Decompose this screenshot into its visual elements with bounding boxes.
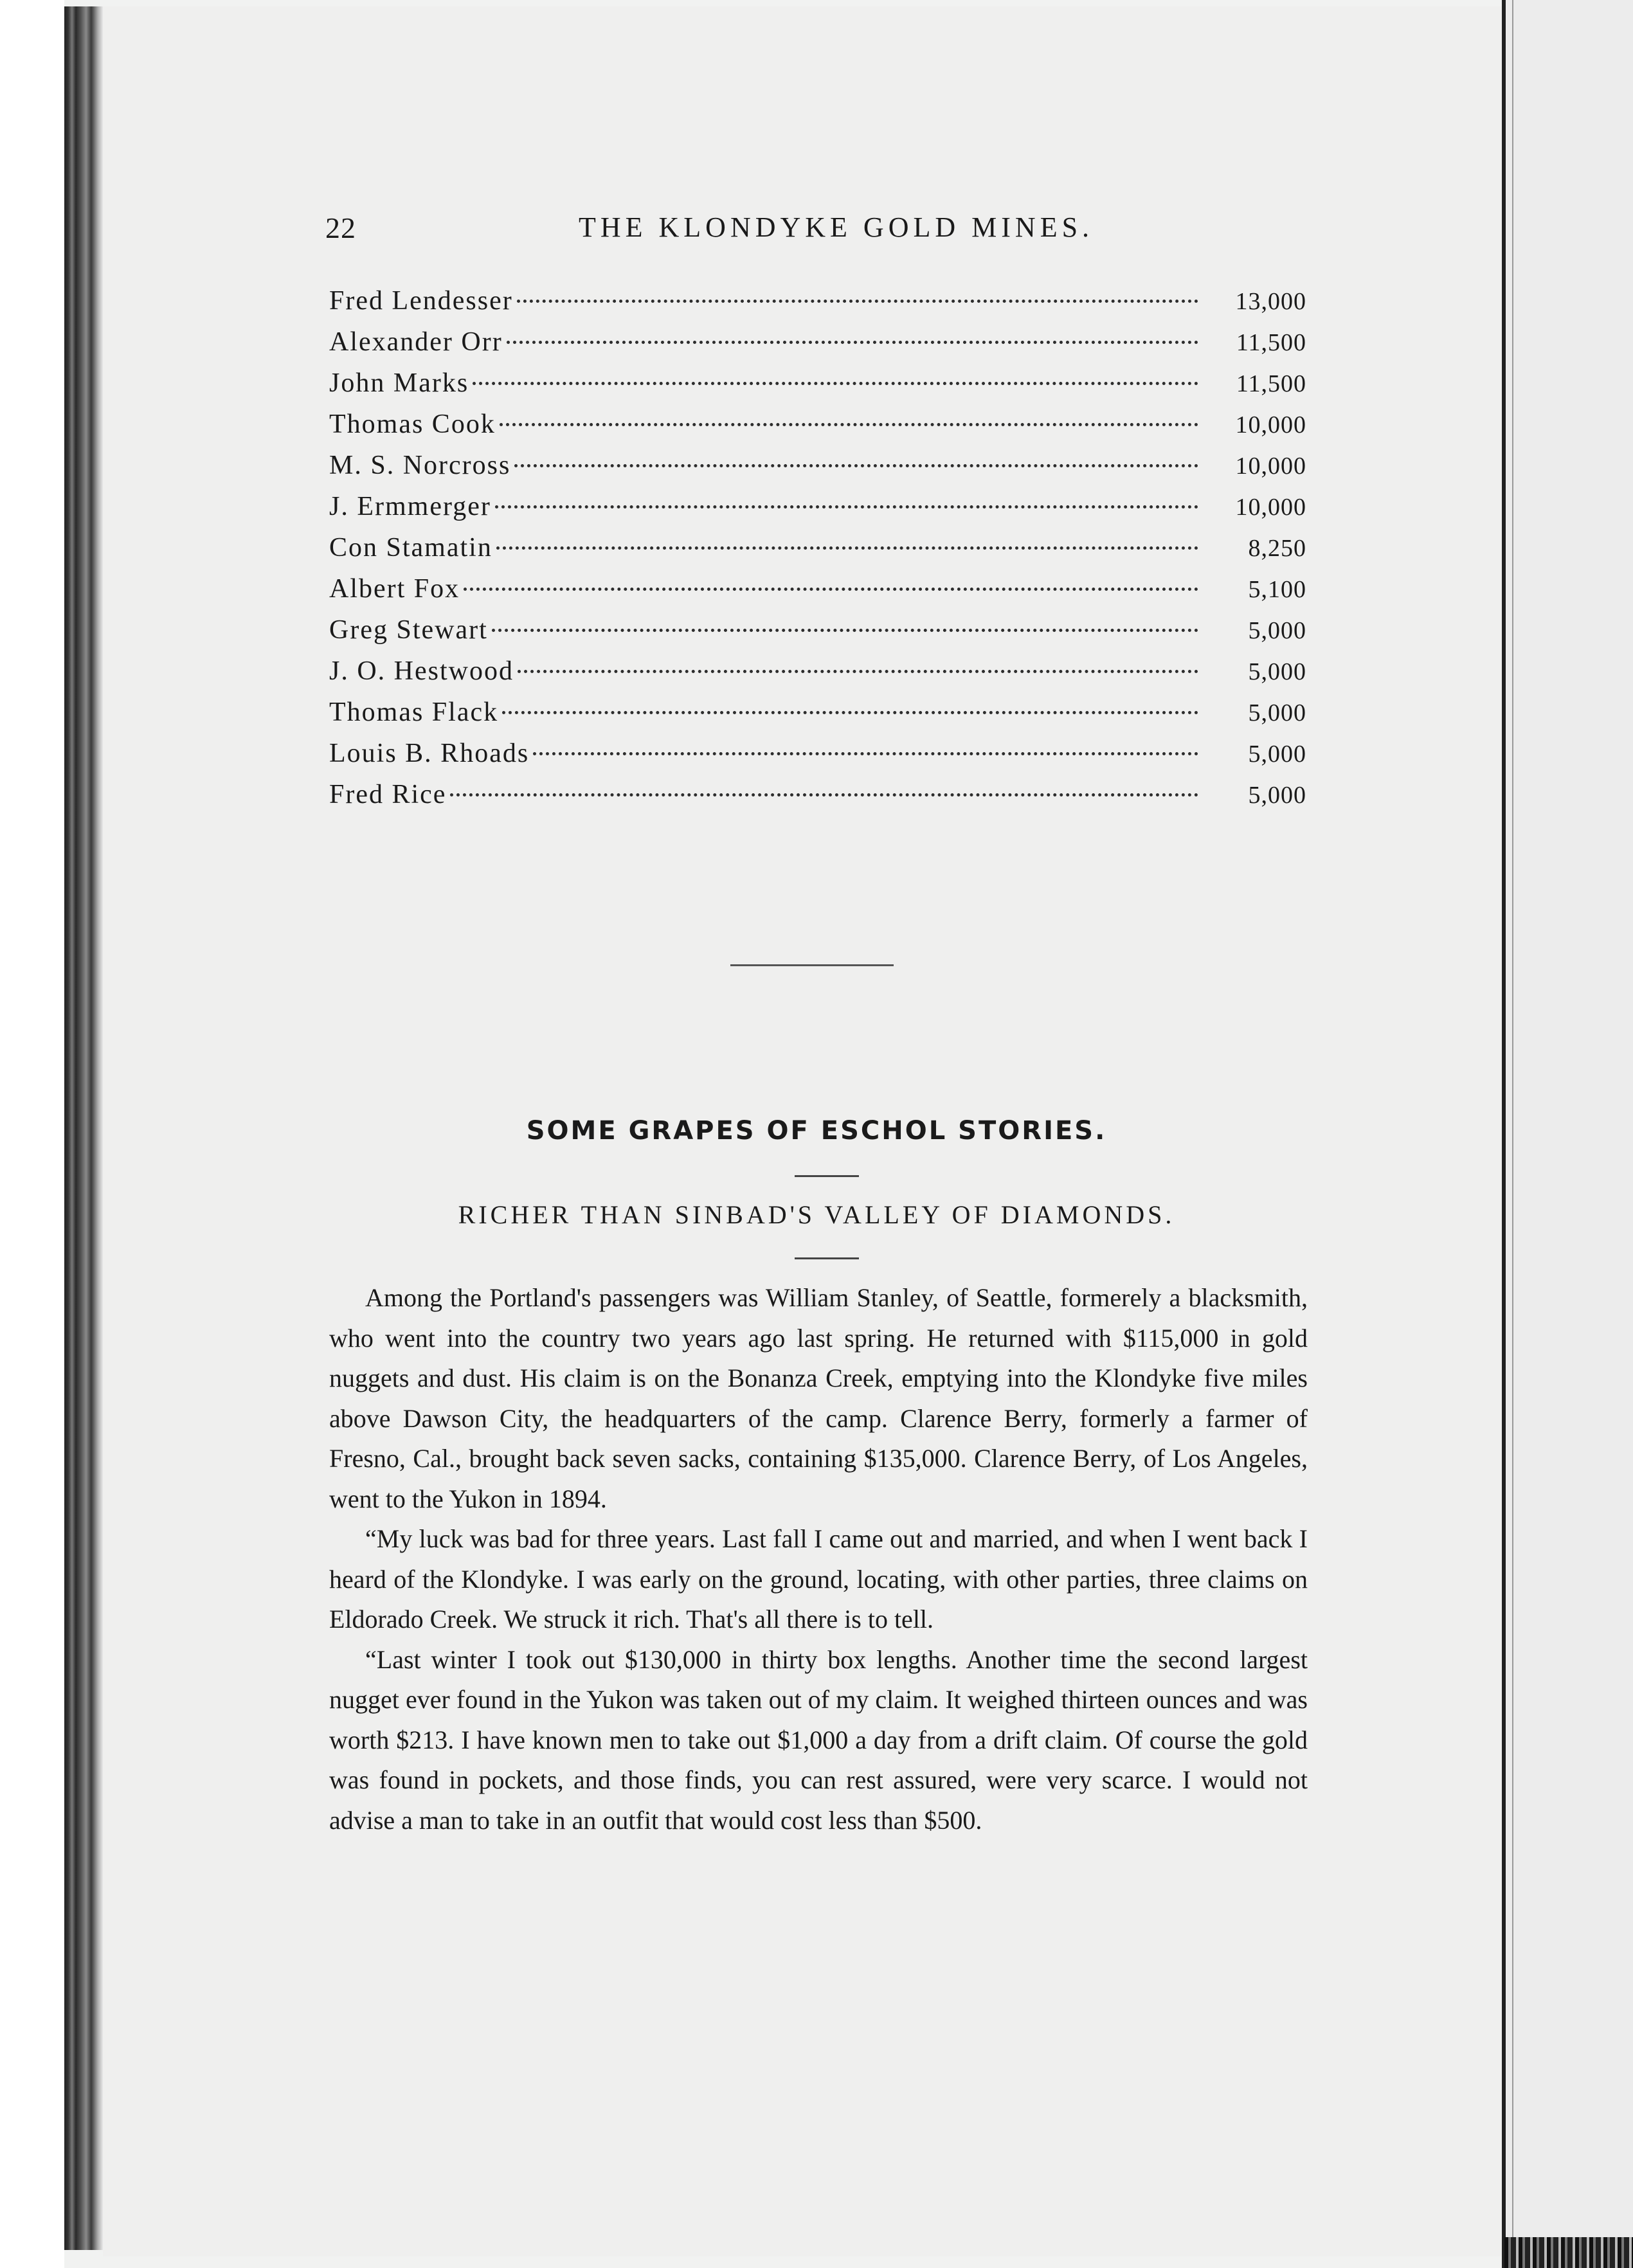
leader-dots xyxy=(473,374,1198,385)
list-name: Louis B. Rhoads xyxy=(329,739,530,768)
page-number: 22 xyxy=(325,212,356,244)
list-item xyxy=(329,404,1306,445)
list-amount: 5,000 xyxy=(1248,782,1306,809)
list-amount: 5,000 xyxy=(1248,617,1306,644)
leader-dots xyxy=(502,703,1198,714)
leader-dots xyxy=(514,456,1198,467)
list-name: Alexander Orr xyxy=(329,327,503,357)
contributors-list xyxy=(329,280,1306,815)
list-amount: 10,000 xyxy=(1235,494,1306,521)
leader-dots xyxy=(517,292,1198,303)
list-name: J. Ermmerger xyxy=(329,492,491,521)
leader-dots xyxy=(450,786,1198,797)
list-name: Thomas Cook xyxy=(329,410,496,439)
list-name: Albert Fox xyxy=(329,574,460,604)
list-amount: 5,000 xyxy=(1248,658,1306,685)
list-amount: 10,000 xyxy=(1235,453,1306,480)
scan-artifact xyxy=(1504,2237,1633,2268)
leader-dots xyxy=(496,539,1198,550)
list-name: Greg Stewart xyxy=(329,615,488,645)
section-subheading: RICHER THAN SINBAD'S VALLEY OF DIAMONDS. xyxy=(458,1200,1175,1229)
list-amount: 13,000 xyxy=(1235,288,1306,315)
list-amount: 10,000 xyxy=(1235,411,1306,438)
paragraph: “My luck was bad for three years. Last fall I came out and married, and when I went back I heard of the Klondyke. I was early on the ground, locating, with other parties, three claims on Eldorado Creek. We struck it rich. That's all there is to tell. xyxy=(329,1524,1308,1634)
list-name: Thomas Flack xyxy=(329,698,499,727)
list-amount: 11,500 xyxy=(1236,370,1306,397)
list-item xyxy=(329,733,1306,774)
list-name: Fred Rice xyxy=(329,780,447,809)
heading-rule xyxy=(795,1175,859,1177)
list-name: Fred Lendesser xyxy=(329,286,513,316)
list-amount: 8,250 xyxy=(1248,535,1306,562)
list-amount: 5,100 xyxy=(1248,576,1306,603)
list-amount: 5,000 xyxy=(1248,741,1306,768)
leader-dots xyxy=(507,333,1198,344)
list-item xyxy=(329,321,1306,363)
list-item xyxy=(329,486,1306,527)
list-amount: 11,500 xyxy=(1236,329,1306,356)
section-divider xyxy=(730,964,894,966)
leader-dots xyxy=(492,621,1198,632)
list-item xyxy=(329,363,1306,404)
running-head xyxy=(0,211,1633,262)
list-name: J. O. Hestwood xyxy=(329,656,514,686)
leader-dots xyxy=(533,744,1198,755)
leader-dots xyxy=(464,580,1198,591)
list-item xyxy=(329,445,1306,486)
list-item xyxy=(329,280,1306,321)
section-heading: SOME GRAPES OF ESCHOL STORIES. xyxy=(526,1116,1107,1146)
list-item xyxy=(329,651,1306,692)
list-item xyxy=(329,527,1306,568)
list-name: M. S. Norcross xyxy=(329,451,511,480)
article-body xyxy=(329,1278,1308,1841)
paragraph: Among the Portland's passengers was William Stanley, of Seattle, formerely a blacksmith, who went into the country two years ago last spring. He returned with $115,000 in gold nuggets and dust. His claim is on the Bonanza Creek, emptying into the Klondyke five miles above Dawson City, the headquarters of the camp. Clarence Berry, formerly a farmer of Fresno, Cal., brought back seven sacks, containing $135,000. Clarence Berry, of Los Angeles, went to the Yukon in 1894. xyxy=(329,1283,1308,1513)
paragraph: “Last winter I took out $130,000 in thirty box lengths. Another time the second largest nugget ever found in the Yukon was taken out of my claim. It weighed thirteen ounces and was worth $213. I have known men to take out $1,000 a day from a drift claim. Of course the gold was found in pockets, and those finds, you can rest assured, were very scarce. I would not advise a man to take in an outfit that would cost less than $500. xyxy=(329,1644,1308,1835)
list-name: John Marks xyxy=(329,368,469,398)
list-item xyxy=(329,609,1306,651)
leader-dots xyxy=(500,415,1198,426)
subheading-rule xyxy=(795,1257,859,1259)
list-item xyxy=(329,568,1306,609)
list-item xyxy=(329,692,1306,733)
leader-dots xyxy=(495,498,1198,509)
list-name: Con Stamatin xyxy=(329,533,492,562)
running-title: THE KLONDYKE GOLD MINES. xyxy=(579,212,1094,243)
list-amount: 5,000 xyxy=(1248,699,1306,726)
list-item xyxy=(329,774,1306,815)
leader-dots xyxy=(518,662,1198,673)
